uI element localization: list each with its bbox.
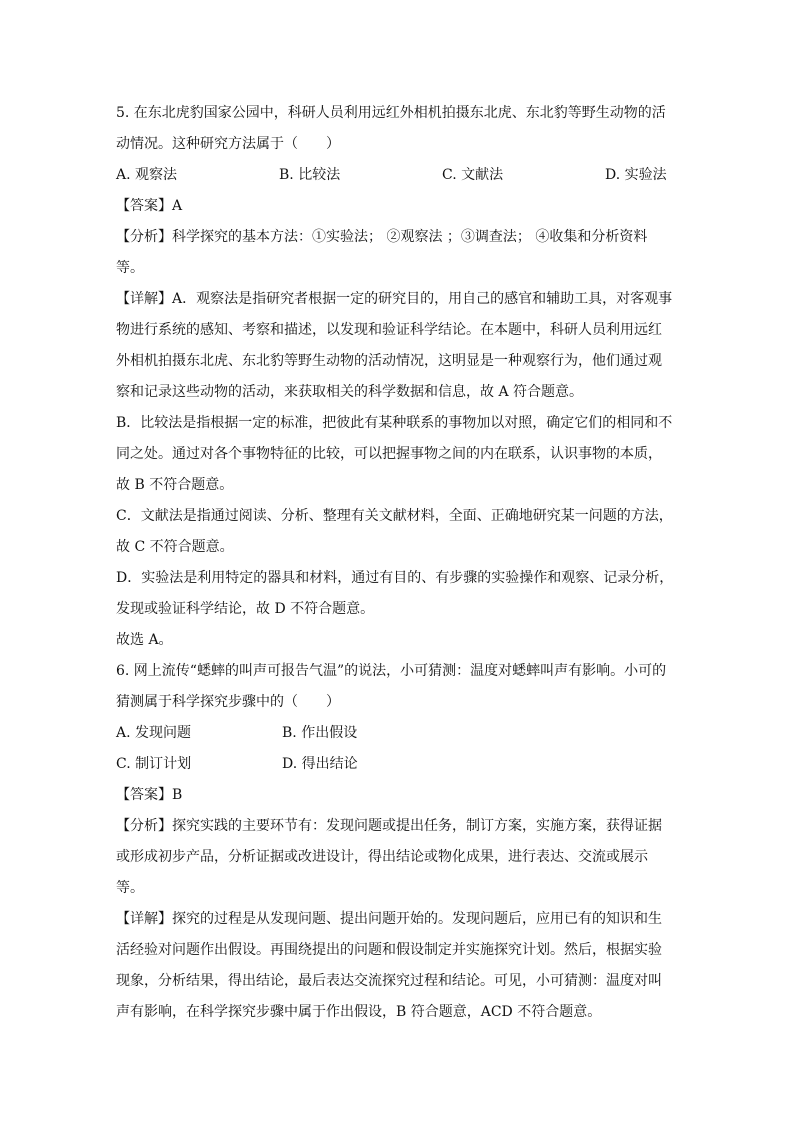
q5-detail-line: 察和记录这些动物的活动，来获取相关的科学数据和信息，故 A 符合题意。 — [116, 384, 584, 400]
q5-analysis-line: 等。 — [116, 260, 144, 276]
q6-options-row — [116, 718, 676, 749]
q5-stem-line: 5. 在东北虎豹国家公园中，科研人员利用远红外相机拍摄东北虎、东北豹等野生动物的活 — [116, 105, 666, 121]
q5-detail-line: 故 B 不符合题意。 — [116, 477, 234, 493]
q5-stem-line: 动情况。这种研究方法属于（ ） — [116, 136, 340, 152]
q6-options-row — [116, 749, 676, 780]
q5-option-b: B. 比较法 — [279, 167, 341, 183]
q6-detail-line: 【详解】探究的过程是从发现问题、提出问题开始的。发现问题后，应用已有的知识和生 — [116, 911, 662, 927]
q6-detail-line: 声有影响，在科学探究步骤中属于作出假设，B 符合题意，ACD 不符合题意。 — [116, 1004, 602, 1020]
q5-detail-line: B．比较法是指根据一定的标准，把彼此有某种联系的事物加以对照，确定它们的相同和不 — [116, 415, 673, 431]
q6-analysis-line: 或形成初步产品，分析证据或改进设计，得出结论或物化成果，进行表达、交流或展示 — [116, 849, 648, 865]
q5-detail-line: 故 C 不符合题意。 — [116, 539, 234, 555]
q5-option-d: D. 实验法 — [605, 167, 667, 183]
q5-analysis-line: 【分析】科学探究的基本方法：①实验法； ②观察法 ；③调查法； ④收集和分析资料 — [116, 229, 648, 245]
q5-option-a: A. 观察法 — [116, 167, 178, 183]
q5-detail-line: 物进行系统的感知、考察和描述，以发现和验证科学结论。在本题中，科研人员利用远红 — [116, 322, 662, 338]
q5-detail-line: 外相机拍摄东北虎、东北豹等野生动物的活动情况，这明显是一种观察行为，他们通过观 — [116, 353, 662, 369]
q5-detail-line: 【详解】A．观察法是指研究者根据一定的研究目的，用自己的感官和辅助工具，对客观事 — [116, 291, 673, 307]
q6-stem-line: 6. 网上流传“蟋蟀的叫声可报告气温”的说法，小可猜测：温度对蟋蟀叫声有影响。小可的 — [116, 663, 667, 679]
q6-option-d: D. 得出结论 — [282, 756, 358, 772]
q5-option-c: C. 文献法 — [442, 167, 504, 183]
q6-detail-line: 活经验对问题作出假设。再围绕提出的问题和假设制定并实施探究计划。然后，根据实验 — [116, 942, 662, 958]
q6-option-a: A. 发现问题 — [116, 725, 192, 741]
document-content — [116, 98, 676, 1028]
q5-detail-line: 发现或验证科学结论，故 D 不符合题意。 — [116, 601, 375, 617]
question-5 — [116, 98, 676, 656]
q6-analysis-line: 等。 — [116, 880, 144, 896]
q5-detail-line: 同之处。通过对各个事物特征的比较，可以把握事物之间的内在联系，认识事物的本质， — [116, 446, 662, 462]
q5-answer: 【答案】A — [116, 198, 183, 214]
q5-detail-line: 故选 A。 — [116, 632, 173, 648]
q6-analysis-line: 【分析】探究实践的主要环节有：发现问题或提出任务，制订方案，实施方案，获得证据 — [116, 818, 662, 834]
q6-stem-line: 猜测属于科学探究步骤中的（ ） — [116, 694, 340, 710]
q5-detail-line: D．实验法是利用特定的器具和材料，通过有目的、有步骤的实验操作和观察、记录分析， — [116, 570, 674, 586]
q6-option-c: C. 制订计划 — [116, 756, 192, 772]
q6-option-b: B. 作出假设 — [282, 725, 358, 741]
q6-detail-line: 现象，分析结果，得出结论，最后表达交流探究过程和结论。可见，小可猜测：温度对叫 — [116, 973, 662, 989]
question-6 — [116, 656, 676, 1028]
q5-detail-line: C．文献法是指通过阅读、分析、整理有关文献材料，全面、正确地研究某一问题的方法， — [116, 508, 673, 524]
q6-answer: 【答案】B — [116, 787, 183, 803]
q5-options — [116, 160, 676, 191]
